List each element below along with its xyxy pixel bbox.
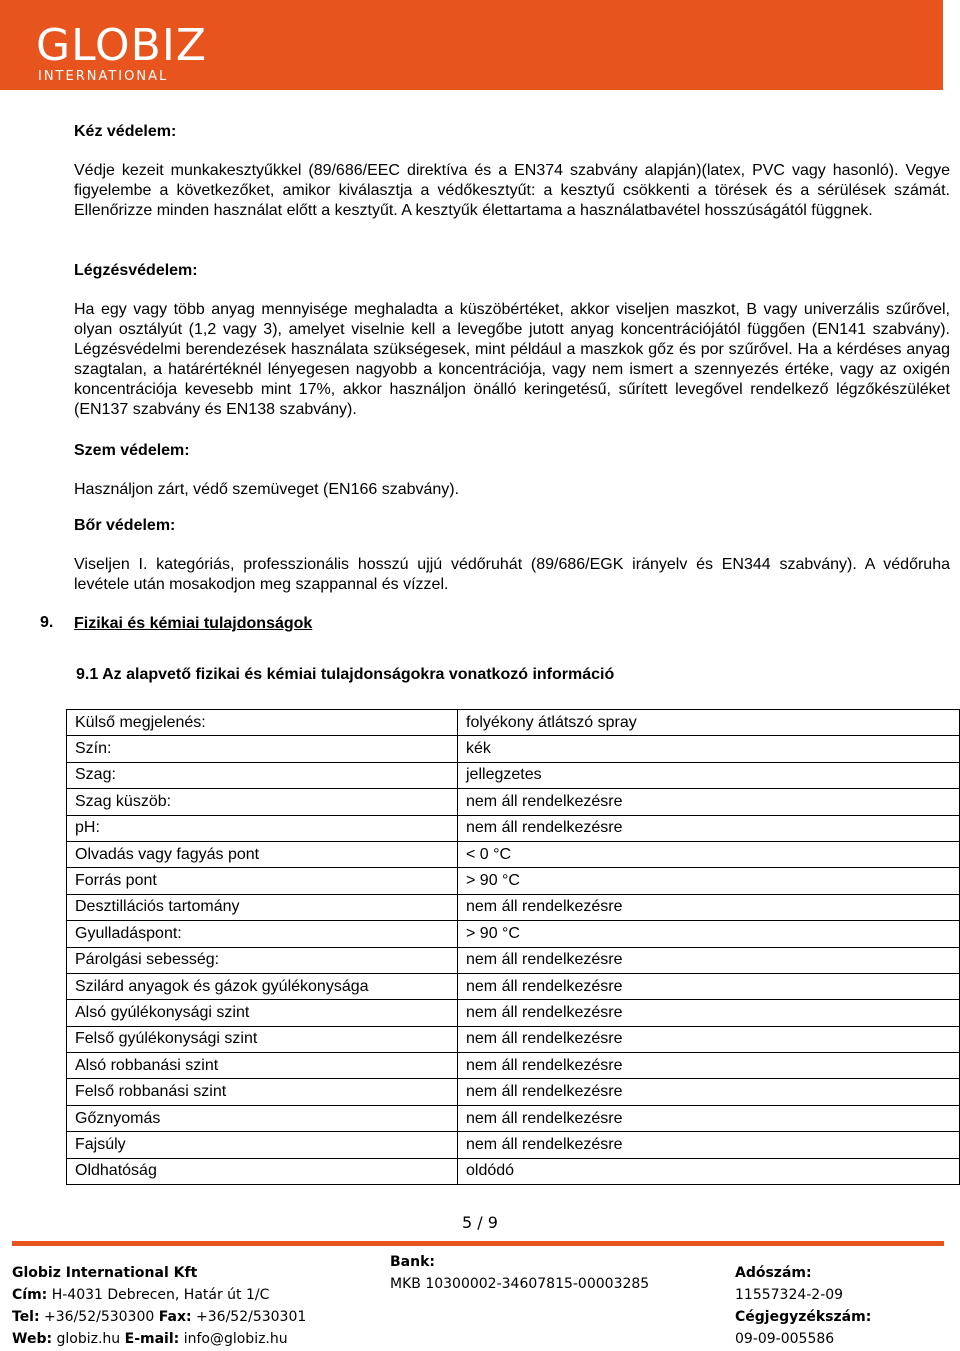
email-label: E-mail: bbox=[124, 1331, 180, 1347]
property-value: nem áll rendelkezésre bbox=[458, 1079, 960, 1105]
property-value: kék bbox=[458, 736, 960, 762]
footer-company-info bbox=[12, 1262, 306, 1350]
tax-label: Adószám: bbox=[735, 1265, 812, 1281]
property-label: Gőznyomás bbox=[67, 1105, 458, 1131]
section-9-title: Fizikai és kémiai tulajdonságok bbox=[74, 615, 313, 632]
property-label: Szag küszöb: bbox=[67, 789, 458, 815]
properties-table bbox=[66, 709, 960, 1185]
registration-number: 09-09-005586 bbox=[735, 1331, 835, 1347]
header-bar bbox=[0, 0, 943, 90]
property-value: nem áll rendelkezésre bbox=[458, 1053, 960, 1079]
email-link[interactable]: info@globiz.hu bbox=[183, 1331, 288, 1347]
property-label: Oldhatóság bbox=[67, 1158, 458, 1184]
section-9-number: 9. bbox=[40, 614, 54, 631]
skin-protection-text: Viseljen I. kategóriás, professzionális hosszú ujjú védőruhát (89/686/EGK irányelv és EN344 szabvány). A védőruha levétele után mosakodjon meg szappannal és vízzel. bbox=[74, 556, 950, 593]
property-label: Olvadás vagy fagyás pont bbox=[67, 841, 458, 867]
property-label: Fajsúly bbox=[67, 1132, 458, 1158]
property-label: Felső gyúlékonysági szint bbox=[67, 1026, 458, 1052]
property-label: Felső robbanási szint bbox=[67, 1079, 458, 1105]
property-label: Forrás pont bbox=[67, 868, 458, 894]
property-row bbox=[67, 841, 960, 867]
property-row bbox=[67, 894, 960, 920]
property-label: Gyulladáspont: bbox=[67, 921, 458, 947]
property-value: > 90 °C bbox=[458, 868, 960, 894]
skin-protection-heading: Bőr védelem: bbox=[74, 517, 176, 534]
property-row bbox=[67, 736, 960, 762]
hand-protection-heading: Kéz védelem: bbox=[74, 123, 177, 140]
address: H-4031 Debrecen, Határ út 1/C bbox=[51, 1287, 270, 1303]
property-row bbox=[67, 1053, 960, 1079]
property-row bbox=[67, 973, 960, 999]
respiratory-protection-heading: Légzésvédelem: bbox=[74, 262, 198, 279]
property-label: Szag: bbox=[67, 762, 458, 788]
property-label: Szilárd anyagok és gázok gyúlékonysága bbox=[67, 973, 458, 999]
property-value: nem áll rendelkezésre bbox=[458, 1132, 960, 1158]
eye-protection-text: Használjon zárt, védő szemüveget (EN166 szabvány). bbox=[74, 481, 460, 498]
bank-account: MKB 10300002-34607815-00003285 bbox=[390, 1276, 650, 1292]
property-row bbox=[67, 921, 960, 947]
property-label: Alsó gyúlékonysági szint bbox=[67, 1000, 458, 1026]
respiratory-protection-text: Ha egy vagy több anyag mennyisége meghaladta a küszöbértéket, akkor viseljen maszkot, B vagy univerzális szűrővel, olyan osztályút (1,2 vagy 3), amelyet viselnie kell a levegőbe jutott anyag koncentrációjától függően (EN141 szabvány). Légzésvédelmi berendezések használata szükségesek, mint például a maszkok gőz és por szűrővel. Ha a kérdéses anyag szagtalan, a határértéknél lényegesen nagyobb a koncentrációja, vagy nem ismert a szennyezés értéke, vagy az oxigén koncentrációja kevesebb mint 17%, akkor használjon önálló keringetésű, sűrített levegővel rendelkező légzőkészüléket (EN137 szabvány és EN138 szabvány). bbox=[74, 301, 950, 418]
footer-registration-info bbox=[735, 1262, 871, 1350]
property-label: Desztillációs tartomány bbox=[67, 894, 458, 920]
web-label: Web: bbox=[12, 1331, 53, 1347]
hand-protection-text: Védje kezeit munkakesztyűkkel (89/686/EEC direktíva és a EN374 szabvány alapján)(latex, PVC vagy hasonló). Vegye figyelembe a következőket, amikor kiválasztja a védőkesztyűt: a kesztyű csökkenti a törések és a sérülések számát. Ellenőrizze minden használat előtt a kesztyűt. A kesztyűk élettartama a használatbavétel hosszúságától függnek. bbox=[74, 162, 950, 219]
logo-main-text: GLOBIZ bbox=[36, 20, 207, 71]
property-row bbox=[67, 1079, 960, 1105]
property-row bbox=[67, 710, 960, 736]
eye-protection-heading: Szem védelem: bbox=[74, 442, 190, 459]
property-row bbox=[67, 1105, 960, 1131]
section-9-1-title: 9.1 Az alapvető fizikai és kémiai tulajdonságokra vonatkozó információ bbox=[76, 666, 615, 683]
property-row bbox=[67, 1000, 960, 1026]
web-link[interactable]: globiz.hu bbox=[56, 1331, 121, 1347]
property-label: Alsó robbanási szint bbox=[67, 1053, 458, 1079]
property-row bbox=[67, 762, 960, 788]
property-value: nem áll rendelkezésre bbox=[458, 894, 960, 920]
property-value: nem áll rendelkezésre bbox=[458, 973, 960, 999]
property-label: Szín: bbox=[67, 736, 458, 762]
fax: +36/52/530301 bbox=[196, 1309, 307, 1325]
property-value: jellegzetes bbox=[458, 762, 960, 788]
property-value: nem áll rendelkezésre bbox=[458, 789, 960, 815]
property-value: nem áll rendelkezésre bbox=[458, 1000, 960, 1026]
property-row bbox=[67, 789, 960, 815]
tax-number: 11557324-2-09 bbox=[735, 1287, 844, 1303]
phone: +36/52/530300 bbox=[44, 1309, 155, 1325]
property-value: nem áll rendelkezésre bbox=[458, 1026, 960, 1052]
property-value: folyékony átlátszó spray bbox=[458, 710, 960, 736]
company-name: Globiz International Kft bbox=[12, 1265, 198, 1281]
property-row bbox=[67, 1132, 960, 1158]
globiz-logo bbox=[36, 20, 207, 84]
registration-label: Cégjegyzékszám: bbox=[735, 1309, 872, 1325]
property-label: Külső megjelenés: bbox=[67, 710, 458, 736]
property-row bbox=[67, 947, 960, 973]
property-value: < 0 °C bbox=[458, 841, 960, 867]
address-label: Cím: bbox=[12, 1287, 48, 1303]
property-row bbox=[67, 1158, 960, 1184]
property-row bbox=[67, 1026, 960, 1052]
bank-label: Bank: bbox=[390, 1254, 435, 1270]
property-value: oldódó bbox=[458, 1158, 960, 1184]
property-value: nem áll rendelkezésre bbox=[458, 947, 960, 973]
property-value: nem áll rendelkezésre bbox=[458, 815, 960, 841]
footer-divider bbox=[12, 1241, 944, 1246]
property-value: nem áll rendelkezésre bbox=[458, 1105, 960, 1131]
fax-label: Fax: bbox=[158, 1309, 192, 1325]
footer-bank-info bbox=[390, 1251, 649, 1295]
property-label: Párolgási sebesség: bbox=[67, 947, 458, 973]
page-number: 5 / 9 bbox=[462, 1213, 498, 1232]
property-row bbox=[67, 868, 960, 894]
logo-sub-text: INTERNATIONAL bbox=[38, 69, 169, 84]
property-label: pH: bbox=[67, 815, 458, 841]
property-row bbox=[67, 815, 960, 841]
property-value: > 90 °C bbox=[458, 921, 960, 947]
tel-label: Tel: bbox=[12, 1309, 40, 1325]
